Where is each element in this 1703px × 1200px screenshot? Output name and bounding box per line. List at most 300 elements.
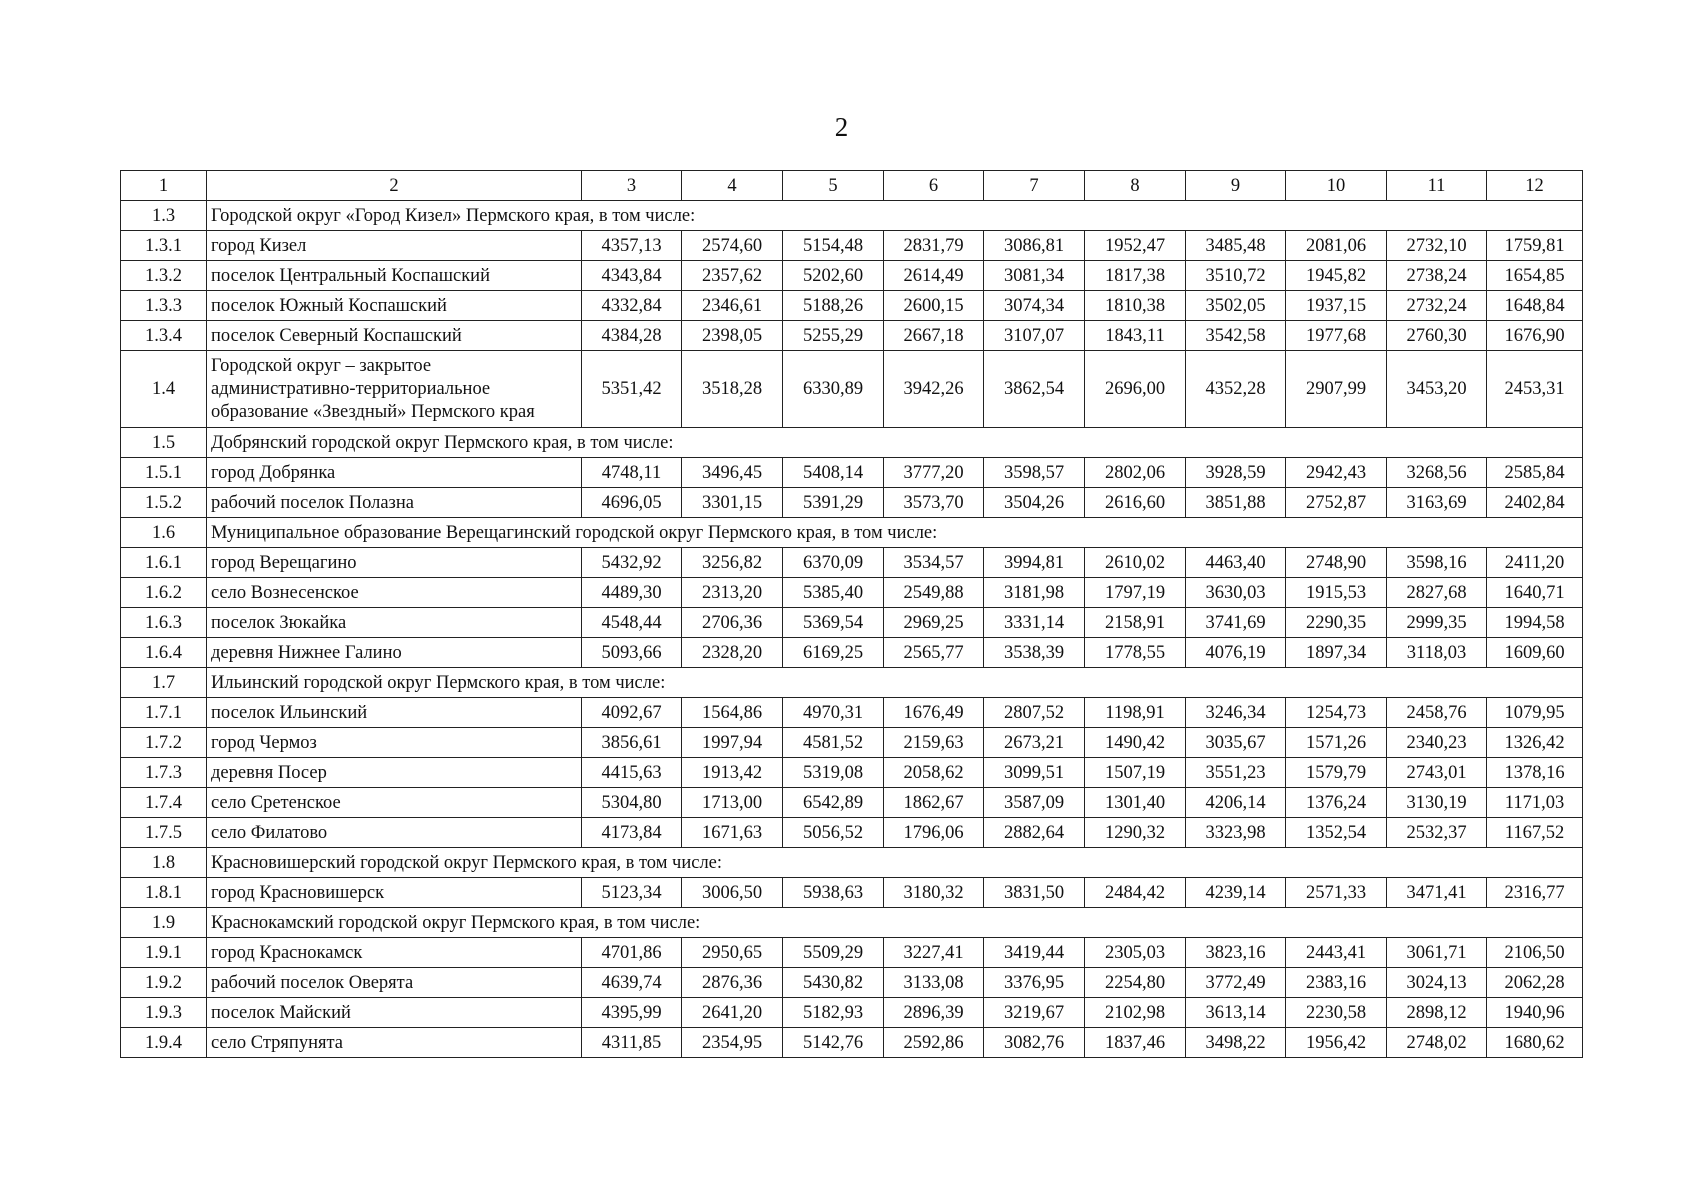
value-cell: 3942,26 — [884, 351, 984, 428]
settlement-name: село Стряпунята — [207, 1028, 582, 1058]
header-cell: 4 — [682, 171, 783, 201]
table-row — [121, 878, 1583, 908]
header-cell: 2 — [207, 171, 582, 201]
value-cell: 1301,40 — [1085, 788, 1186, 818]
value-cell: 2999,35 — [1387, 608, 1487, 638]
value-cell: 3082,76 — [984, 1028, 1085, 1058]
group-title: Красновишерский городской округ Пермского края, в том числе: — [207, 848, 1583, 878]
value-cell: 2062,28 — [1487, 968, 1583, 998]
value-cell: 3323,98 — [1186, 818, 1286, 848]
value-cell: 5319,08 — [783, 758, 884, 788]
value-cell: 2706,36 — [682, 608, 783, 638]
row-code: 1.8 — [121, 848, 207, 878]
value-cell: 3598,57 — [984, 458, 1085, 488]
value-cell: 3118,03 — [1387, 638, 1487, 668]
value-cell: 5123,34 — [582, 878, 682, 908]
value-cell: 3133,08 — [884, 968, 984, 998]
value-cell: 1945,82 — [1286, 261, 1387, 291]
value-cell: 4639,74 — [582, 968, 682, 998]
value-cell: 2565,77 — [884, 638, 984, 668]
table-row — [121, 998, 1583, 1028]
value-cell: 4548,44 — [582, 608, 682, 638]
value-cell: 5255,29 — [783, 321, 884, 351]
value-cell: 1654,85 — [1487, 261, 1583, 291]
value-cell: 3504,26 — [984, 488, 1085, 518]
value-cell: 1810,38 — [1085, 291, 1186, 321]
value-cell: 3268,56 — [1387, 458, 1487, 488]
value-cell: 6370,09 — [783, 548, 884, 578]
row-code: 1.3.4 — [121, 321, 207, 351]
value-cell: 3613,14 — [1186, 998, 1286, 1028]
value-cell: 2831,79 — [884, 231, 984, 261]
header-row — [121, 171, 1583, 201]
value-cell: 3510,72 — [1186, 261, 1286, 291]
value-cell: 2254,80 — [1085, 968, 1186, 998]
value-cell: 3130,19 — [1387, 788, 1487, 818]
value-cell: 1956,42 — [1286, 1028, 1387, 1058]
value-cell: 2532,37 — [1387, 818, 1487, 848]
value-cell: 2641,20 — [682, 998, 783, 1028]
value-cell: 3538,39 — [984, 638, 1085, 668]
value-cell: 2574,60 — [682, 231, 783, 261]
value-cell: 1937,15 — [1286, 291, 1387, 321]
table-row — [121, 818, 1583, 848]
value-cell: 5093,66 — [582, 638, 682, 668]
value-cell: 1994,58 — [1487, 608, 1583, 638]
settlement-name: город Чермоз — [207, 728, 582, 758]
value-cell: 2571,33 — [1286, 878, 1387, 908]
row-code: 1.3.2 — [121, 261, 207, 291]
value-cell: 2732,24 — [1387, 291, 1487, 321]
header-cell: 9 — [1186, 171, 1286, 201]
value-cell: 3502,05 — [1186, 291, 1286, 321]
value-cell: 4748,11 — [582, 458, 682, 488]
value-cell: 3534,57 — [884, 548, 984, 578]
value-cell: 2354,95 — [682, 1028, 783, 1058]
value-cell: 3498,22 — [1186, 1028, 1286, 1058]
value-cell: 4489,30 — [582, 578, 682, 608]
value-cell: 4332,84 — [582, 291, 682, 321]
value-cell: 2760,30 — [1387, 321, 1487, 351]
row-code: 1.6.1 — [121, 548, 207, 578]
table-row — [121, 291, 1583, 321]
value-cell: 2484,42 — [1085, 878, 1186, 908]
value-cell: 4352,28 — [1186, 351, 1286, 428]
row-code: 1.5.2 — [121, 488, 207, 518]
value-cell: 1579,79 — [1286, 758, 1387, 788]
row-code: 1.5 — [121, 428, 207, 458]
table-row — [121, 231, 1583, 261]
value-cell: 1376,24 — [1286, 788, 1387, 818]
value-cell: 2610,02 — [1085, 548, 1186, 578]
header-cell: 3 — [582, 171, 682, 201]
value-cell: 3542,58 — [1186, 321, 1286, 351]
value-cell: 2340,23 — [1387, 728, 1487, 758]
value-cell: 1564,86 — [682, 698, 783, 728]
value-cell: 1862,67 — [884, 788, 984, 818]
row-code: 1.6.3 — [121, 608, 207, 638]
page-number: 2 — [834, 112, 849, 142]
value-cell: 1171,03 — [1487, 788, 1583, 818]
value-cell: 3856,61 — [582, 728, 682, 758]
row-code: 1.9.4 — [121, 1028, 207, 1058]
group-title: Муниципальное образование Верещагинский городской округ Пермского края, в том числе: — [207, 518, 1583, 548]
value-cell: 1640,71 — [1487, 578, 1583, 608]
value-cell: 2158,91 — [1085, 608, 1186, 638]
row-code: 1.7.3 — [121, 758, 207, 788]
value-cell: 1352,54 — [1286, 818, 1387, 848]
row-code: 1.7.2 — [121, 728, 207, 758]
value-cell: 2748,02 — [1387, 1028, 1487, 1058]
header-cell: 11 — [1387, 171, 1487, 201]
row-code: 1.6.4 — [121, 638, 207, 668]
value-cell: 1913,42 — [682, 758, 783, 788]
value-cell: 2313,20 — [682, 578, 783, 608]
table-body — [121, 171, 1583, 1058]
row-code: 1.9.2 — [121, 968, 207, 998]
settlement-name: поселок Южный Коспашский — [207, 291, 582, 321]
value-cell: 1997,94 — [682, 728, 783, 758]
value-cell: 6330,89 — [783, 351, 884, 428]
settlement-name: город Верещагино — [207, 548, 582, 578]
value-cell: 1713,00 — [682, 788, 783, 818]
value-cell: 1676,49 — [884, 698, 984, 728]
value-cell: 4239,14 — [1186, 878, 1286, 908]
value-cell: 3376,95 — [984, 968, 1085, 998]
group-title: Ильинский городской округ Пермского края, в том числе: — [207, 668, 1583, 698]
value-cell: 3518,28 — [682, 351, 783, 428]
value-cell: 4357,13 — [582, 231, 682, 261]
value-cell: 3006,50 — [682, 878, 783, 908]
row-code: 1.9 — [121, 908, 207, 938]
value-cell: 3573,70 — [884, 488, 984, 518]
row-code: 1.3 — [121, 201, 207, 231]
value-cell: 2942,43 — [1286, 458, 1387, 488]
value-cell: 3256,82 — [682, 548, 783, 578]
value-cell: 3086,81 — [984, 231, 1085, 261]
value-cell: 1817,38 — [1085, 261, 1186, 291]
value-cell: 5938,63 — [783, 878, 884, 908]
settlement-name: город Краснокамск — [207, 938, 582, 968]
value-cell: 5304,80 — [582, 788, 682, 818]
value-cell: 2346,61 — [682, 291, 783, 321]
value-cell: 2443,41 — [1286, 938, 1387, 968]
value-cell: 2316,77 — [1487, 878, 1583, 908]
settlement-name: Городской округ – закрытое административно-территориальное образование «Звездный» Пермского края — [207, 351, 582, 428]
value-cell: 1198,91 — [1085, 698, 1186, 728]
value-cell: 2453,31 — [1487, 351, 1583, 428]
value-cell: 2673,21 — [984, 728, 1085, 758]
value-cell: 1797,19 — [1085, 578, 1186, 608]
settlement-name: город Красновишерск — [207, 878, 582, 908]
value-cell: 5154,48 — [783, 231, 884, 261]
value-cell: 4206,14 — [1186, 788, 1286, 818]
value-cell: 1079,95 — [1487, 698, 1583, 728]
value-cell: 1952,47 — [1085, 231, 1186, 261]
value-cell: 5188,26 — [783, 291, 884, 321]
value-cell: 1676,90 — [1487, 321, 1583, 351]
settlement-name: поселок Майский — [207, 998, 582, 1028]
value-cell: 3099,51 — [984, 758, 1085, 788]
value-cell: 3035,67 — [1186, 728, 1286, 758]
value-cell: 5385,40 — [783, 578, 884, 608]
value-cell: 3219,67 — [984, 998, 1085, 1028]
row-code: 1.3.3 — [121, 291, 207, 321]
value-cell: 1843,11 — [1085, 321, 1186, 351]
value-cell: 6169,25 — [783, 638, 884, 668]
table-row — [121, 698, 1583, 728]
row-code: 1.9.1 — [121, 938, 207, 968]
row-code: 1.3.1 — [121, 231, 207, 261]
value-cell: 1940,96 — [1487, 998, 1583, 1028]
value-cell: 1977,68 — [1286, 321, 1387, 351]
settlement-name: поселок Центральный Коспашский — [207, 261, 582, 291]
value-cell: 3485,48 — [1186, 231, 1286, 261]
value-cell: 2896,39 — [884, 998, 984, 1028]
value-cell: 3331,14 — [984, 608, 1085, 638]
value-cell: 2616,60 — [1085, 488, 1186, 518]
value-cell: 1778,55 — [1085, 638, 1186, 668]
tariff-table — [120, 170, 1583, 1058]
value-cell: 4311,85 — [582, 1028, 682, 1058]
header-cell: 5 — [783, 171, 884, 201]
settlement-name: деревня Нижнее Галино — [207, 638, 582, 668]
value-cell: 2458,76 — [1387, 698, 1487, 728]
value-cell: 1326,42 — [1487, 728, 1583, 758]
value-cell: 4092,67 — [582, 698, 682, 728]
value-cell: 3107,07 — [984, 321, 1085, 351]
value-cell: 2732,10 — [1387, 231, 1487, 261]
value-cell: 2328,20 — [682, 638, 783, 668]
value-cell: 3301,15 — [682, 488, 783, 518]
value-cell: 3630,03 — [1186, 578, 1286, 608]
settlement-name: деревня Посер — [207, 758, 582, 788]
row-code: 1.5.1 — [121, 458, 207, 488]
value-cell: 3453,20 — [1387, 351, 1487, 428]
value-cell: 6542,89 — [783, 788, 884, 818]
value-cell: 2743,01 — [1387, 758, 1487, 788]
value-cell: 3777,20 — [884, 458, 984, 488]
header-cell: 8 — [1085, 171, 1186, 201]
value-cell: 2102,98 — [1085, 998, 1186, 1028]
value-cell: 1837,46 — [1085, 1028, 1186, 1058]
value-cell: 2230,58 — [1286, 998, 1387, 1028]
header-cell: 6 — [884, 171, 984, 201]
settlement-name: рабочий поселок Полазна — [207, 488, 582, 518]
table-row — [121, 261, 1583, 291]
value-cell: 2585,84 — [1487, 458, 1583, 488]
value-cell: 5369,54 — [783, 608, 884, 638]
value-cell: 1571,26 — [1286, 728, 1387, 758]
value-cell: 3928,59 — [1186, 458, 1286, 488]
value-cell: 2876,36 — [682, 968, 783, 998]
settlement-name: село Сретенское — [207, 788, 582, 818]
value-cell: 3471,41 — [1387, 878, 1487, 908]
value-cell: 3598,16 — [1387, 548, 1487, 578]
value-cell: 3994,81 — [984, 548, 1085, 578]
value-cell: 3851,88 — [1186, 488, 1286, 518]
row-code: 1.8.1 — [121, 878, 207, 908]
value-cell: 1507,19 — [1085, 758, 1186, 788]
value-cell: 2802,06 — [1085, 458, 1186, 488]
table-row — [121, 788, 1583, 818]
header-cell: 1 — [121, 171, 207, 201]
value-cell: 3024,13 — [1387, 968, 1487, 998]
row-code: 1.6.2 — [121, 578, 207, 608]
value-cell: 2357,62 — [682, 261, 783, 291]
value-cell: 1254,73 — [1286, 698, 1387, 728]
table-row — [121, 938, 1583, 968]
value-cell: 2290,35 — [1286, 608, 1387, 638]
value-cell: 2748,90 — [1286, 548, 1387, 578]
table-row — [121, 1028, 1583, 1058]
group-row — [121, 908, 1583, 938]
value-cell: 4173,84 — [582, 818, 682, 848]
value-cell: 2738,24 — [1387, 261, 1487, 291]
value-cell: 3772,49 — [1186, 968, 1286, 998]
value-cell: 3741,69 — [1186, 608, 1286, 638]
value-cell: 2549,88 — [884, 578, 984, 608]
value-cell: 2882,64 — [984, 818, 1085, 848]
value-cell: 5408,14 — [783, 458, 884, 488]
value-cell: 5391,29 — [783, 488, 884, 518]
value-cell: 4395,99 — [582, 998, 682, 1028]
group-title: Краснокамский городской округ Пермского края, в том числе: — [207, 908, 1583, 938]
value-cell: 2402,84 — [1487, 488, 1583, 518]
value-cell: 5430,82 — [783, 968, 884, 998]
value-cell: 3551,23 — [1186, 758, 1286, 788]
table-row — [121, 728, 1583, 758]
group-row — [121, 848, 1583, 878]
value-cell: 1490,42 — [1085, 728, 1186, 758]
value-cell: 1378,16 — [1487, 758, 1583, 788]
value-cell: 3246,34 — [1186, 698, 1286, 728]
value-cell: 5142,76 — [783, 1028, 884, 1058]
value-cell: 1759,81 — [1487, 231, 1583, 261]
table-row — [121, 578, 1583, 608]
table-row — [121, 488, 1583, 518]
group-row — [121, 428, 1583, 458]
value-cell: 2898,12 — [1387, 998, 1487, 1028]
row-code: 1.7 — [121, 668, 207, 698]
group-row — [121, 201, 1583, 231]
value-cell: 1897,34 — [1286, 638, 1387, 668]
value-cell: 2950,65 — [682, 938, 783, 968]
value-cell: 2411,20 — [1487, 548, 1583, 578]
table-row — [121, 548, 1583, 578]
settlement-name: город Кизел — [207, 231, 582, 261]
value-cell: 3496,45 — [682, 458, 783, 488]
group-title: Добрянский городской округ Пермского края, в том числе: — [207, 428, 1583, 458]
table-row — [121, 638, 1583, 668]
value-cell: 3823,16 — [1186, 938, 1286, 968]
group-row — [121, 518, 1583, 548]
value-cell: 2058,62 — [884, 758, 984, 788]
table-row — [121, 351, 1583, 428]
value-cell: 4701,86 — [582, 938, 682, 968]
settlement-name: село Вознесенское — [207, 578, 582, 608]
value-cell: 3419,44 — [984, 938, 1085, 968]
row-code: 1.7.5 — [121, 818, 207, 848]
value-cell: 2667,18 — [884, 321, 984, 351]
header-cell: 7 — [984, 171, 1085, 201]
table-row — [121, 758, 1583, 788]
row-code: 1.9.3 — [121, 998, 207, 1028]
value-cell: 2969,25 — [884, 608, 984, 638]
value-cell: 3074,34 — [984, 291, 1085, 321]
settlement-name: поселок Северный Коспашский — [207, 321, 582, 351]
value-cell: 1167,52 — [1487, 818, 1583, 848]
row-code: 1.4 — [121, 351, 207, 428]
value-cell: 3061,71 — [1387, 938, 1487, 968]
header-cell: 12 — [1487, 171, 1583, 201]
value-cell: 4343,84 — [582, 261, 682, 291]
value-cell: 4076,19 — [1186, 638, 1286, 668]
value-cell: 2383,16 — [1286, 968, 1387, 998]
settlement-name: рабочий поселок Оверята — [207, 968, 582, 998]
value-cell: 3227,41 — [884, 938, 984, 968]
value-cell: 2305,03 — [1085, 938, 1186, 968]
value-cell: 4463,40 — [1186, 548, 1286, 578]
value-cell: 5509,29 — [783, 938, 884, 968]
value-cell: 5056,52 — [783, 818, 884, 848]
table-row — [121, 608, 1583, 638]
value-cell: 2159,63 — [884, 728, 984, 758]
value-cell: 4415,63 — [582, 758, 682, 788]
value-cell: 5351,42 — [582, 351, 682, 428]
value-cell: 2106,50 — [1487, 938, 1583, 968]
value-cell: 1290,32 — [1085, 818, 1186, 848]
value-cell: 1680,62 — [1487, 1028, 1583, 1058]
value-cell: 4384,28 — [582, 321, 682, 351]
row-code: 1.7.1 — [121, 698, 207, 728]
value-cell: 5202,60 — [783, 261, 884, 291]
value-cell: 1609,60 — [1487, 638, 1583, 668]
settlement-name: село Филатово — [207, 818, 582, 848]
value-cell: 2752,87 — [1286, 488, 1387, 518]
table-row — [121, 968, 1583, 998]
value-cell: 4581,52 — [783, 728, 884, 758]
value-cell: 3163,69 — [1387, 488, 1487, 518]
table-row — [121, 458, 1583, 488]
value-cell: 2614,49 — [884, 261, 984, 291]
value-cell: 3862,54 — [984, 351, 1085, 428]
value-cell: 2696,00 — [1085, 351, 1186, 428]
value-cell: 2600,15 — [884, 291, 984, 321]
value-cell: 1796,06 — [884, 818, 984, 848]
value-cell: 5432,92 — [582, 548, 682, 578]
settlement-name: город Добрянка — [207, 458, 582, 488]
value-cell: 2592,86 — [884, 1028, 984, 1058]
table-row — [121, 321, 1583, 351]
value-cell: 3181,98 — [984, 578, 1085, 608]
header-cell: 10 — [1286, 171, 1387, 201]
value-cell: 1915,53 — [1286, 578, 1387, 608]
value-cell: 2081,06 — [1286, 231, 1387, 261]
value-cell: 3081,34 — [984, 261, 1085, 291]
value-cell: 1648,84 — [1487, 291, 1583, 321]
value-cell: 2907,99 — [1286, 351, 1387, 428]
group-row — [121, 668, 1583, 698]
row-code: 1.6 — [121, 518, 207, 548]
row-code: 1.7.4 — [121, 788, 207, 818]
value-cell: 2807,52 — [984, 698, 1085, 728]
value-cell: 1671,63 — [682, 818, 783, 848]
value-cell: 4970,31 — [783, 698, 884, 728]
value-cell: 4696,05 — [582, 488, 682, 518]
value-cell: 5182,93 — [783, 998, 884, 1028]
value-cell: 3831,50 — [984, 878, 1085, 908]
